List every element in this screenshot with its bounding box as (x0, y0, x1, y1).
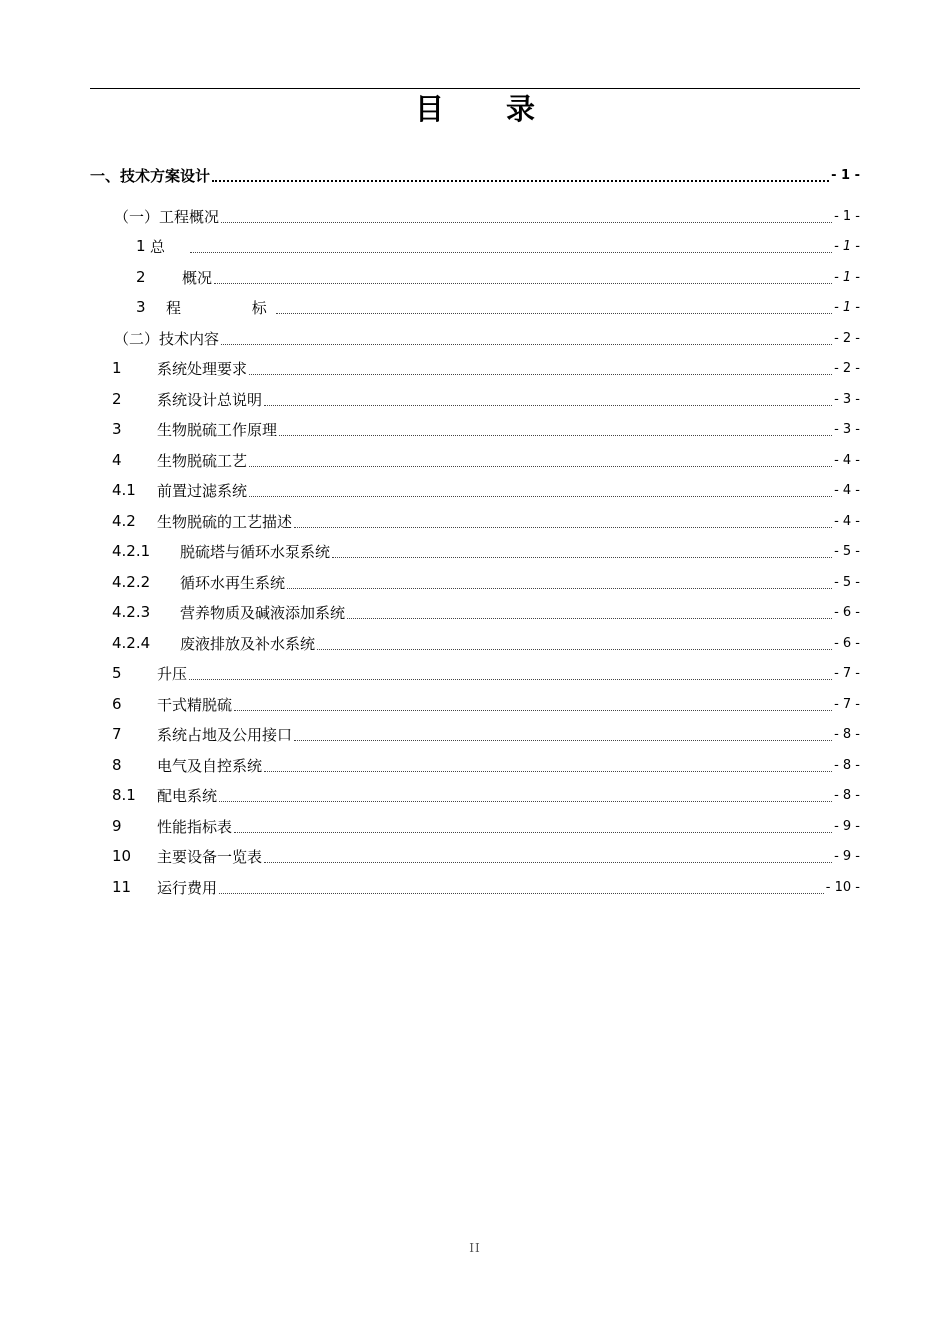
toc-entry-page: - 4 - (834, 452, 860, 468)
dot-leader (317, 649, 832, 650)
toc-entry-number: 8.1 (112, 786, 136, 804)
toc-entry-page: - 9 - (834, 848, 860, 864)
dot-leader (294, 740, 832, 741)
toc-entry-7[interactable] (90, 722, 860, 746)
dot-leader (249, 466, 832, 467)
toc-entry-label: 性能指标表 (157, 817, 233, 836)
toc-entry-8-1[interactable] (90, 783, 860, 807)
toc-entry-number: 2 (112, 390, 122, 408)
toc-entry-label: 生物脱硫工作原理 (157, 420, 278, 439)
toc-entry-4-2-4[interactable] (90, 631, 860, 655)
dot-leader (249, 496, 832, 497)
toc-entry-page: - 8 - (834, 757, 860, 773)
toc-entry-page: - 6 - (834, 604, 860, 620)
toc-entry-label: 配电系统 (157, 786, 218, 805)
dot-leader (219, 893, 824, 894)
toc-entry-label: 升压 (157, 664, 188, 683)
toc-entry-label: （一）工程概况 (114, 207, 220, 226)
toc-entry-1[interactable] (90, 356, 860, 380)
dot-leader (249, 374, 832, 375)
toc-entry-4[interactable] (90, 448, 860, 472)
dot-leader (279, 435, 832, 436)
dot-leader (332, 557, 832, 558)
toc-entry-4-1[interactable] (90, 478, 860, 502)
toc-entry-label: 循环水再生系统 (180, 573, 286, 592)
toc-entry-page: - 6 - (834, 635, 860, 651)
toc-entry-3[interactable] (90, 417, 860, 441)
toc-entry-label: 运行费用 (157, 878, 218, 897)
toc-entry-6[interactable] (90, 692, 860, 716)
toc-entry-page: - 8 - (834, 787, 860, 803)
toc-entry-page: - 2 - (834, 360, 860, 376)
dot-leader (214, 283, 832, 284)
toc-entry-page: - 3 - (834, 391, 860, 407)
toc-entry-page: - 1 - (834, 269, 860, 285)
toc-entry-label: 营养物质及碱液添加系统 (180, 603, 346, 622)
toc-entry-1-a-2[interactable] (90, 265, 860, 289)
dot-leader (264, 862, 832, 863)
toc-entry-number: 8 (112, 756, 122, 774)
toc-entry-9[interactable] (90, 814, 860, 838)
toc-entry-4-2-2[interactable] (90, 570, 860, 594)
toc-entry-page: - 4 - (834, 513, 860, 529)
dot-leader (294, 527, 832, 528)
toc-entry-number: 4.2.4 (112, 634, 151, 652)
dot-leader (264, 405, 832, 406)
toc-entry-label: 系统占地及公用接口 (157, 725, 293, 744)
toc-entry-number: 4.2.2 (112, 573, 151, 591)
toc-entry-label: 前置过滤系统 (157, 481, 248, 500)
toc-entry-1-a-1[interactable] (90, 234, 860, 258)
toc-entry-label: 生物脱硫工艺 (157, 451, 248, 470)
toc-entry-number: 10 (112, 847, 132, 865)
toc-entry-number: 9 (112, 817, 122, 835)
toc-entry-number: 5 (112, 664, 122, 682)
toc-entry-4-2-3[interactable] (90, 600, 860, 624)
dot-leader (264, 771, 832, 772)
toc-entry-label: （二）技术内容 (114, 329, 220, 348)
toc-entry-page: - 1 - (831, 167, 860, 183)
toc-entry-label: 废液排放及补水系统 (180, 634, 316, 653)
dot-leader (221, 344, 832, 345)
dot-leader (190, 252, 832, 253)
toc-entry-number: 4.2.1 (112, 542, 151, 560)
toc-entry-page: - 9 - (834, 818, 860, 834)
toc-entry-label: 电气及自控系统 (157, 756, 263, 775)
toc-title: 目 录 (414, 92, 562, 126)
dot-leader (212, 180, 829, 182)
toc-entry-label: 主要设备一览表 (157, 847, 263, 866)
toc-entry-page: - 7 - (834, 696, 860, 712)
toc-entry-5[interactable] (90, 661, 860, 685)
dot-leader (234, 832, 832, 833)
toc-entry-number: 2 (136, 268, 146, 286)
toc-entry-number: 1 (136, 237, 146, 255)
toc-entry-11[interactable] (90, 875, 860, 899)
toc-entry-number: 4.2.3 (112, 603, 151, 621)
toc-entry-label: 脱硫塔与循环水泵系统 (180, 542, 331, 561)
dot-leader (189, 679, 832, 680)
toc-entry-label: 一、技术方案设计 (90, 166, 211, 185)
dot-leader (234, 710, 832, 711)
toc-entry-label: 程 标 (166, 298, 267, 317)
dot-leader (287, 588, 832, 589)
toc-entry-label: 系统设计总说明 (157, 390, 263, 409)
toc-entry-number: 7 (112, 725, 122, 743)
toc-entry-number: 3 (136, 298, 146, 316)
toc-entry-label: 生物脱硫的工艺描述 (157, 512, 293, 531)
toc-entry-page: - 8 - (834, 726, 860, 742)
toc-entry-label: 干式精脱硫 (157, 695, 233, 714)
toc-entry-number: 1 (112, 359, 122, 377)
toc-entry-section-1[interactable] (90, 163, 860, 187)
dot-leader (221, 222, 832, 223)
toc-entry-1-a[interactable] (90, 204, 860, 228)
toc-entry-page: - 1 - (834, 299, 860, 315)
toc-entry-page: - 2 - (834, 330, 860, 346)
toc-entry-page: - 10 - (825, 879, 860, 895)
toc-entry-page: - 7 - (834, 665, 860, 681)
toc-entry-1-a-3[interactable] (90, 295, 860, 319)
toc-entry-4-2[interactable] (90, 509, 860, 533)
toc-entry-10[interactable] (90, 844, 860, 868)
toc-entry-number: 3 (112, 420, 122, 438)
dot-leader (347, 618, 832, 619)
toc-entry-number: 6 (112, 695, 122, 713)
toc-entry-page: - 4 - (834, 482, 860, 498)
toc-entry-label: 系统处理要求 (157, 359, 248, 378)
toc-entry-label: 概况 (182, 268, 213, 287)
toc-entry-1-b[interactable] (90, 326, 860, 350)
toc-entry-number: 11 (112, 878, 132, 896)
toc-entry-page: - 5 - (834, 574, 860, 590)
page-number-footer: II (469, 1241, 481, 1255)
toc-entry-number: 4.1 (112, 481, 136, 499)
toc-entry-page: - 5 - (834, 543, 860, 559)
toc-entry-8[interactable] (90, 753, 860, 777)
toc-entry-4-2-1[interactable] (90, 539, 860, 563)
dot-leader (219, 801, 832, 802)
toc-entry-number: 4 (112, 451, 122, 469)
dot-leader (276, 313, 832, 314)
toc-entry-2[interactable] (90, 387, 860, 411)
toc-entry-page: - 1 - (834, 238, 860, 254)
toc-entry-number: 4.2 (112, 512, 136, 530)
toc-entry-page: - 1 - (834, 208, 860, 224)
toc-entry-label: 总 (150, 237, 166, 256)
toc-entry-page: - 3 - (834, 421, 860, 437)
